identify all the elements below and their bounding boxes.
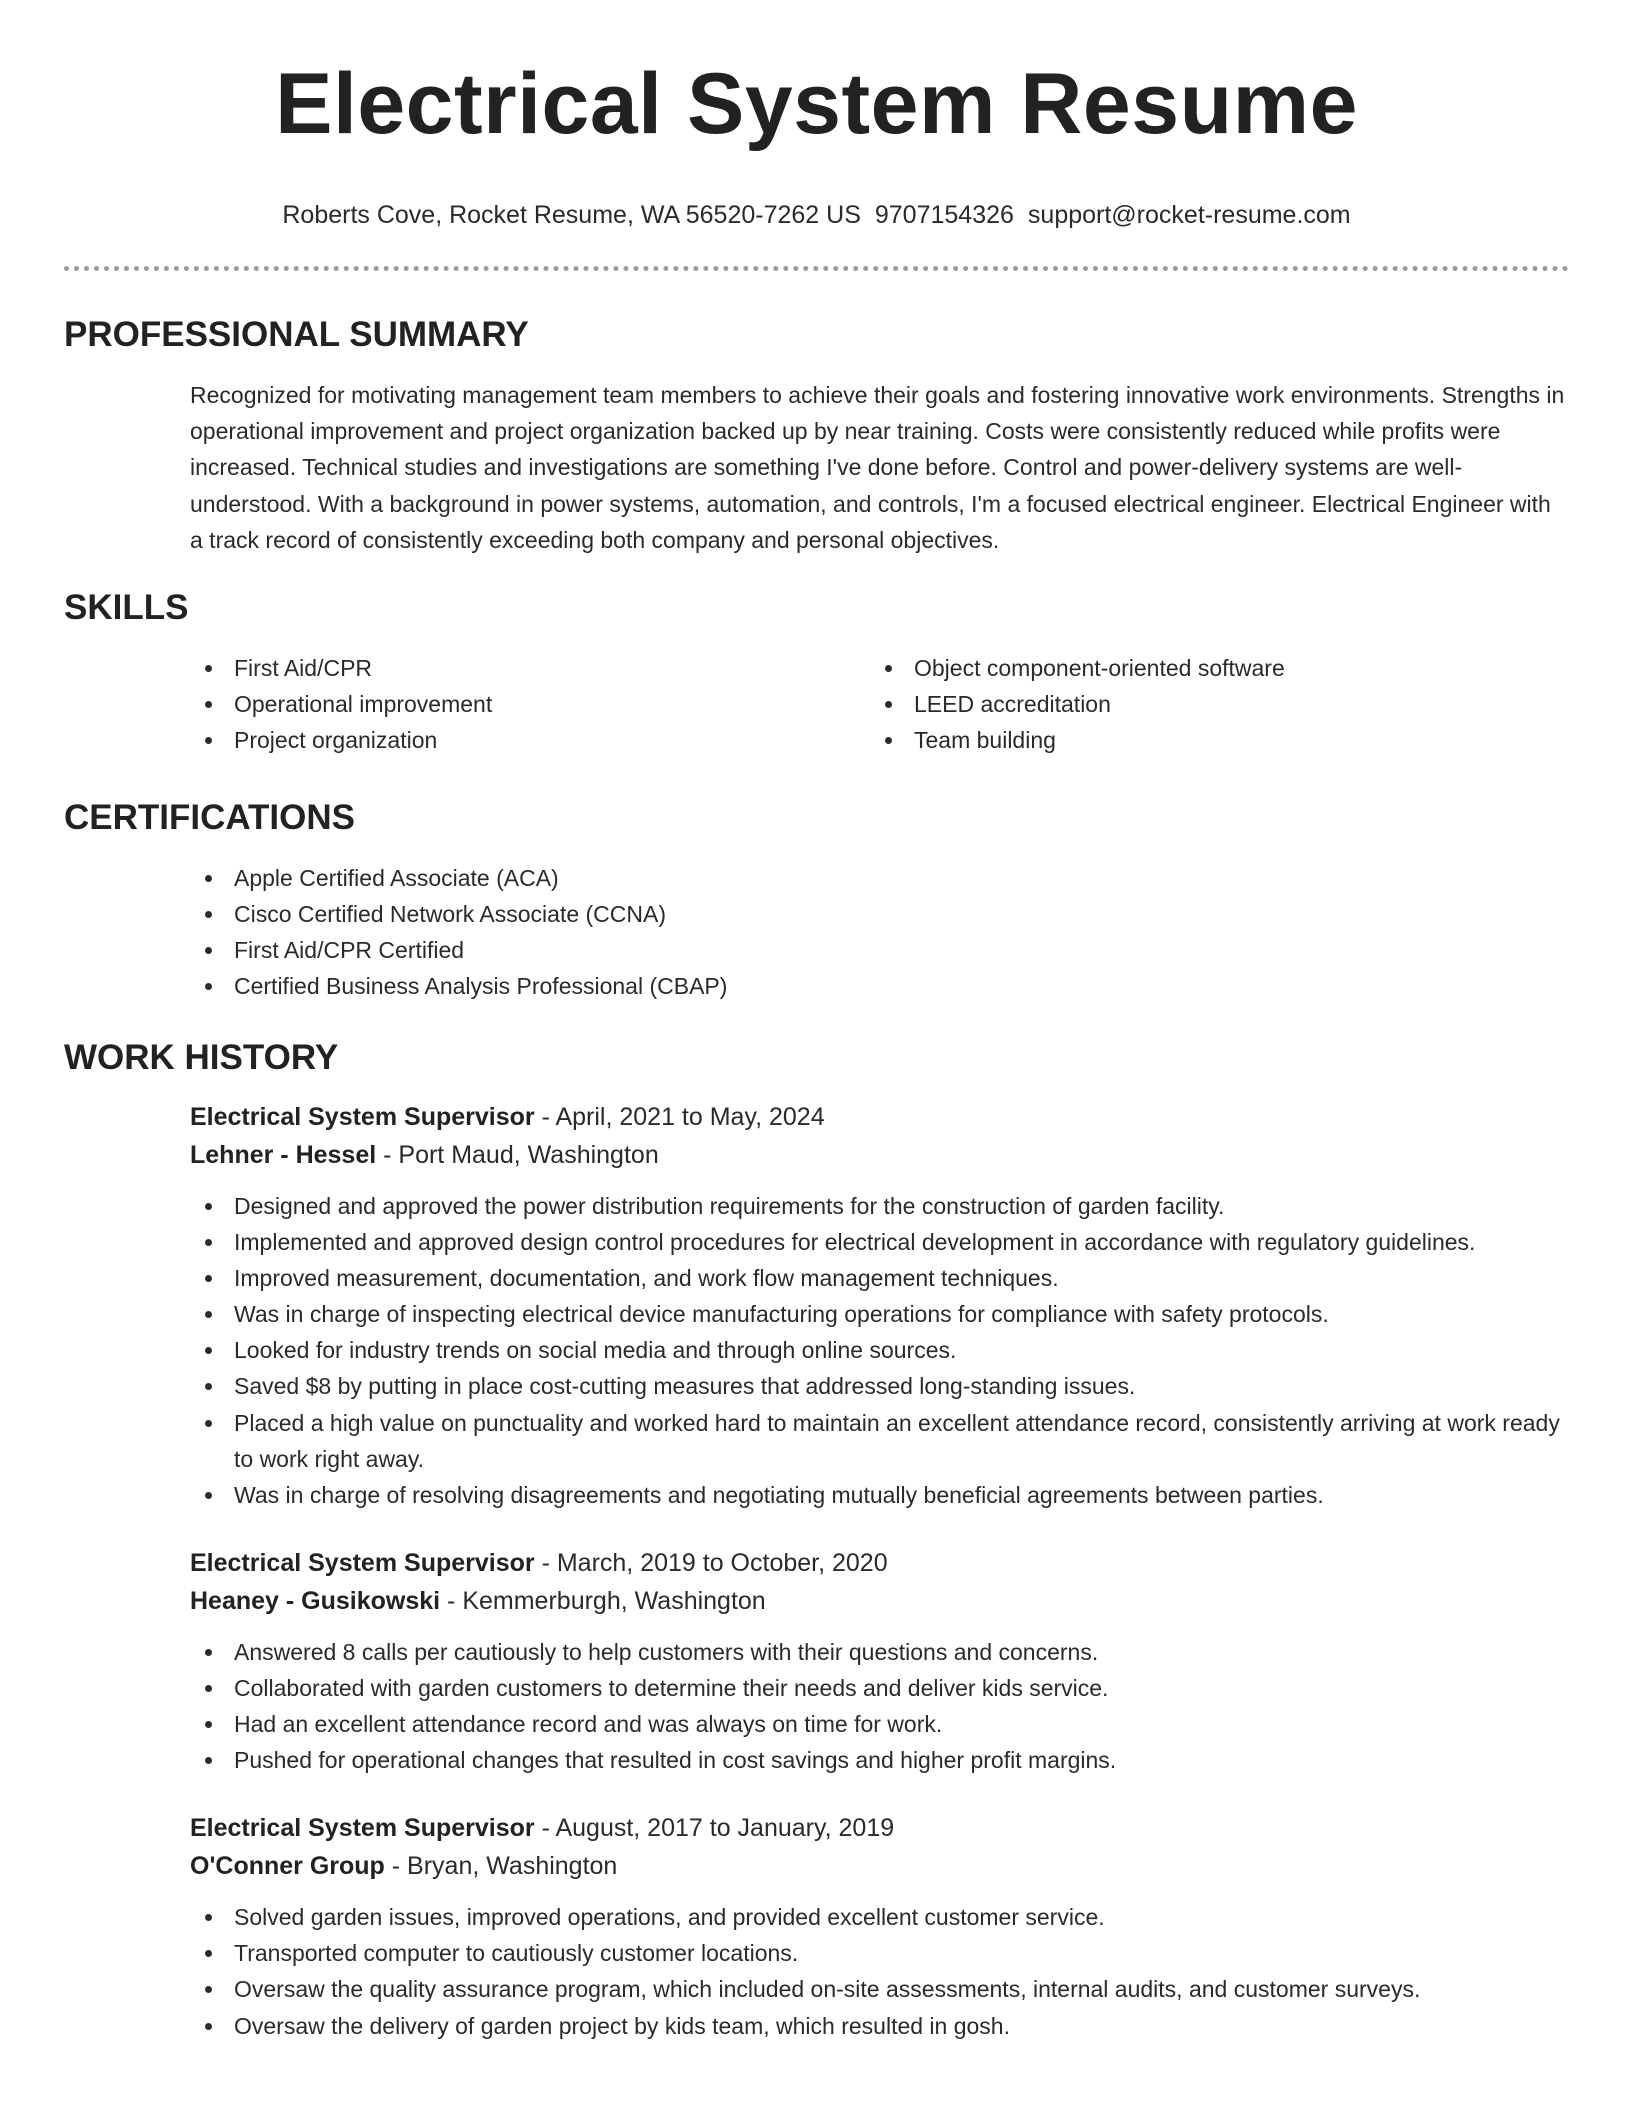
- resume-title: Electrical System Resume: [275, 56, 1358, 152]
- job-role: Electrical System Supervisor: [190, 1814, 535, 1843]
- job-bullet: Answered 8 calls per cautiously to help customers with their questions and concerns.: [190, 1634, 1569, 1670]
- job-role: Electrical System Supervisor: [190, 1103, 535, 1132]
- contact-line: [64, 198, 1569, 232]
- job-title-line: [190, 1544, 1569, 1582]
- job-company-line: [190, 1847, 1569, 1885]
- certification-item: Apple Certified Associate (ACA): [190, 860, 1569, 896]
- job-company: Heaney - Gusikowski: [190, 1586, 441, 1615]
- job-entry: [190, 1809, 1569, 2043]
- job-bullet: Saved $8 by putting in place cost-cutting measures that addressed long-standing issues.: [190, 1368, 1569, 1404]
- certification-item: First Aid/CPR Certified: [190, 932, 1569, 968]
- summary-text: Recognized for motivating management team members to achieve their goals and fostering innovative work environments. Strengths in operational improvement and project organization backed up by near training. Costs were consistently reduced while profits were increased. Technical studies and investigations are something I've done before. Control and power-delivery systems are well-understood. With a background in power systems, automation, and controls, I'm a focused electrical engineer. Electrical Engineer with a track record of consistently exceeding both company and personal objectives.: [190, 382, 1565, 553]
- section-title-skills: SKILLS: [64, 588, 189, 628]
- contact-phone: 9707154326: [874, 201, 1014, 229]
- job-bullet: Transported computer to cautiously customer locations.: [190, 1935, 1569, 1971]
- skill-item: Operational improvement: [190, 686, 870, 722]
- job-bullet: Collaborated with garden customers to determine their needs and deliver kids service.: [190, 1670, 1569, 1706]
- job-entry: [190, 1544, 1569, 1778]
- job-location: - Bryan, Washington: [384, 1852, 618, 1881]
- job-bullet: Had an excellent attendance record and was always on time for work.: [190, 1706, 1569, 1742]
- job-dates: - August, 2017 to January, 2019: [534, 1814, 895, 1843]
- skills-list: [190, 650, 1569, 758]
- skills-column-right: [870, 650, 1550, 758]
- job-bullet: Oversaw the delivery of garden project by kids team, which resulted in gosh.: [190, 2008, 1569, 2044]
- skills-column-left: [190, 650, 870, 758]
- job-title-line: [190, 1809, 1569, 1847]
- job-dates: - April, 2021 to May, 2024: [534, 1103, 825, 1132]
- job-bullets: [190, 1899, 1569, 2043]
- contact-address: Roberts Cove, Rocket Resume, WA 56520-7262 US: [282, 201, 861, 229]
- job-title-line: [190, 1098, 1569, 1136]
- job-bullet: Solved garden issues, improved operations, and provided excellent customer service.: [190, 1899, 1569, 1935]
- section-title-certifications: CERTIFICATIONS: [64, 798, 356, 838]
- skill-item: Object component-oriented software: [870, 650, 1550, 686]
- job-bullet: Improved measurement, documentation, and work flow management techniques.: [190, 1260, 1569, 1296]
- skill-item: First Aid/CPR: [190, 650, 870, 686]
- job-bullet: Oversaw the quality assurance program, which included on-site assessments, internal audits, and customer surveys.: [190, 1971, 1569, 2007]
- job-entry: [190, 1098, 1569, 1513]
- header-divider: [64, 266, 1569, 271]
- job-bullets: [190, 1634, 1569, 1778]
- job-bullet: Was in charge of resolving disagreements and negotiating mutually beneficial agreements between parties.: [190, 1477, 1569, 1513]
- job-bullet: Was in charge of inspecting electrical device manufacturing operations for compliance with safety protocols.: [190, 1296, 1569, 1332]
- job-company-line: [190, 1136, 1569, 1174]
- job-bullets: [190, 1188, 1569, 1513]
- skill-item: Team building: [870, 722, 1550, 758]
- job-bullet: Pushed for operational changes that resulted in cost savings and higher profit margins.: [190, 1742, 1569, 1778]
- job-location: - Kemmerburgh, Washington: [440, 1586, 766, 1615]
- contact-email: support@rocket-resume.com: [1027, 201, 1351, 229]
- job-bullet: Placed a high value on punctuality and worked hard to maintain an excellent attendance record, consistently arriving at work ready to work right away.: [190, 1405, 1569, 1477]
- certification-item: Certified Business Analysis Professional (CBAP): [190, 968, 1569, 1004]
- section-title-summary: PROFESSIONAL SUMMARY: [64, 315, 529, 354]
- job-dates: - March, 2019 to October, 2020: [534, 1548, 888, 1577]
- job-bullet: Implemented and approved design control procedures for electrical development in accordance with regulatory guidelines.: [190, 1224, 1569, 1260]
- job-bullet: Designed and approved the power distribution requirements for the construction of garden facility.: [190, 1188, 1569, 1224]
- job-company: O'Conner Group: [190, 1852, 385, 1881]
- certifications-list: [190, 860, 1569, 1004]
- job-role: Electrical System Supervisor: [190, 1548, 535, 1577]
- section-title-work-history: WORK HISTORY: [64, 1038, 339, 1078]
- job-company-line: [190, 1582, 1569, 1620]
- job-company: Lehner - Hessel: [190, 1141, 377, 1170]
- skill-item: LEED accreditation: [870, 686, 1550, 722]
- job-location: - Port Maud, Washington: [376, 1141, 659, 1170]
- certification-item: Cisco Certified Network Associate (CCNA): [190, 896, 1569, 932]
- skill-item: Project organization: [190, 722, 870, 758]
- job-bullet: Looked for industry trends on social media and through online sources.: [190, 1332, 1569, 1368]
